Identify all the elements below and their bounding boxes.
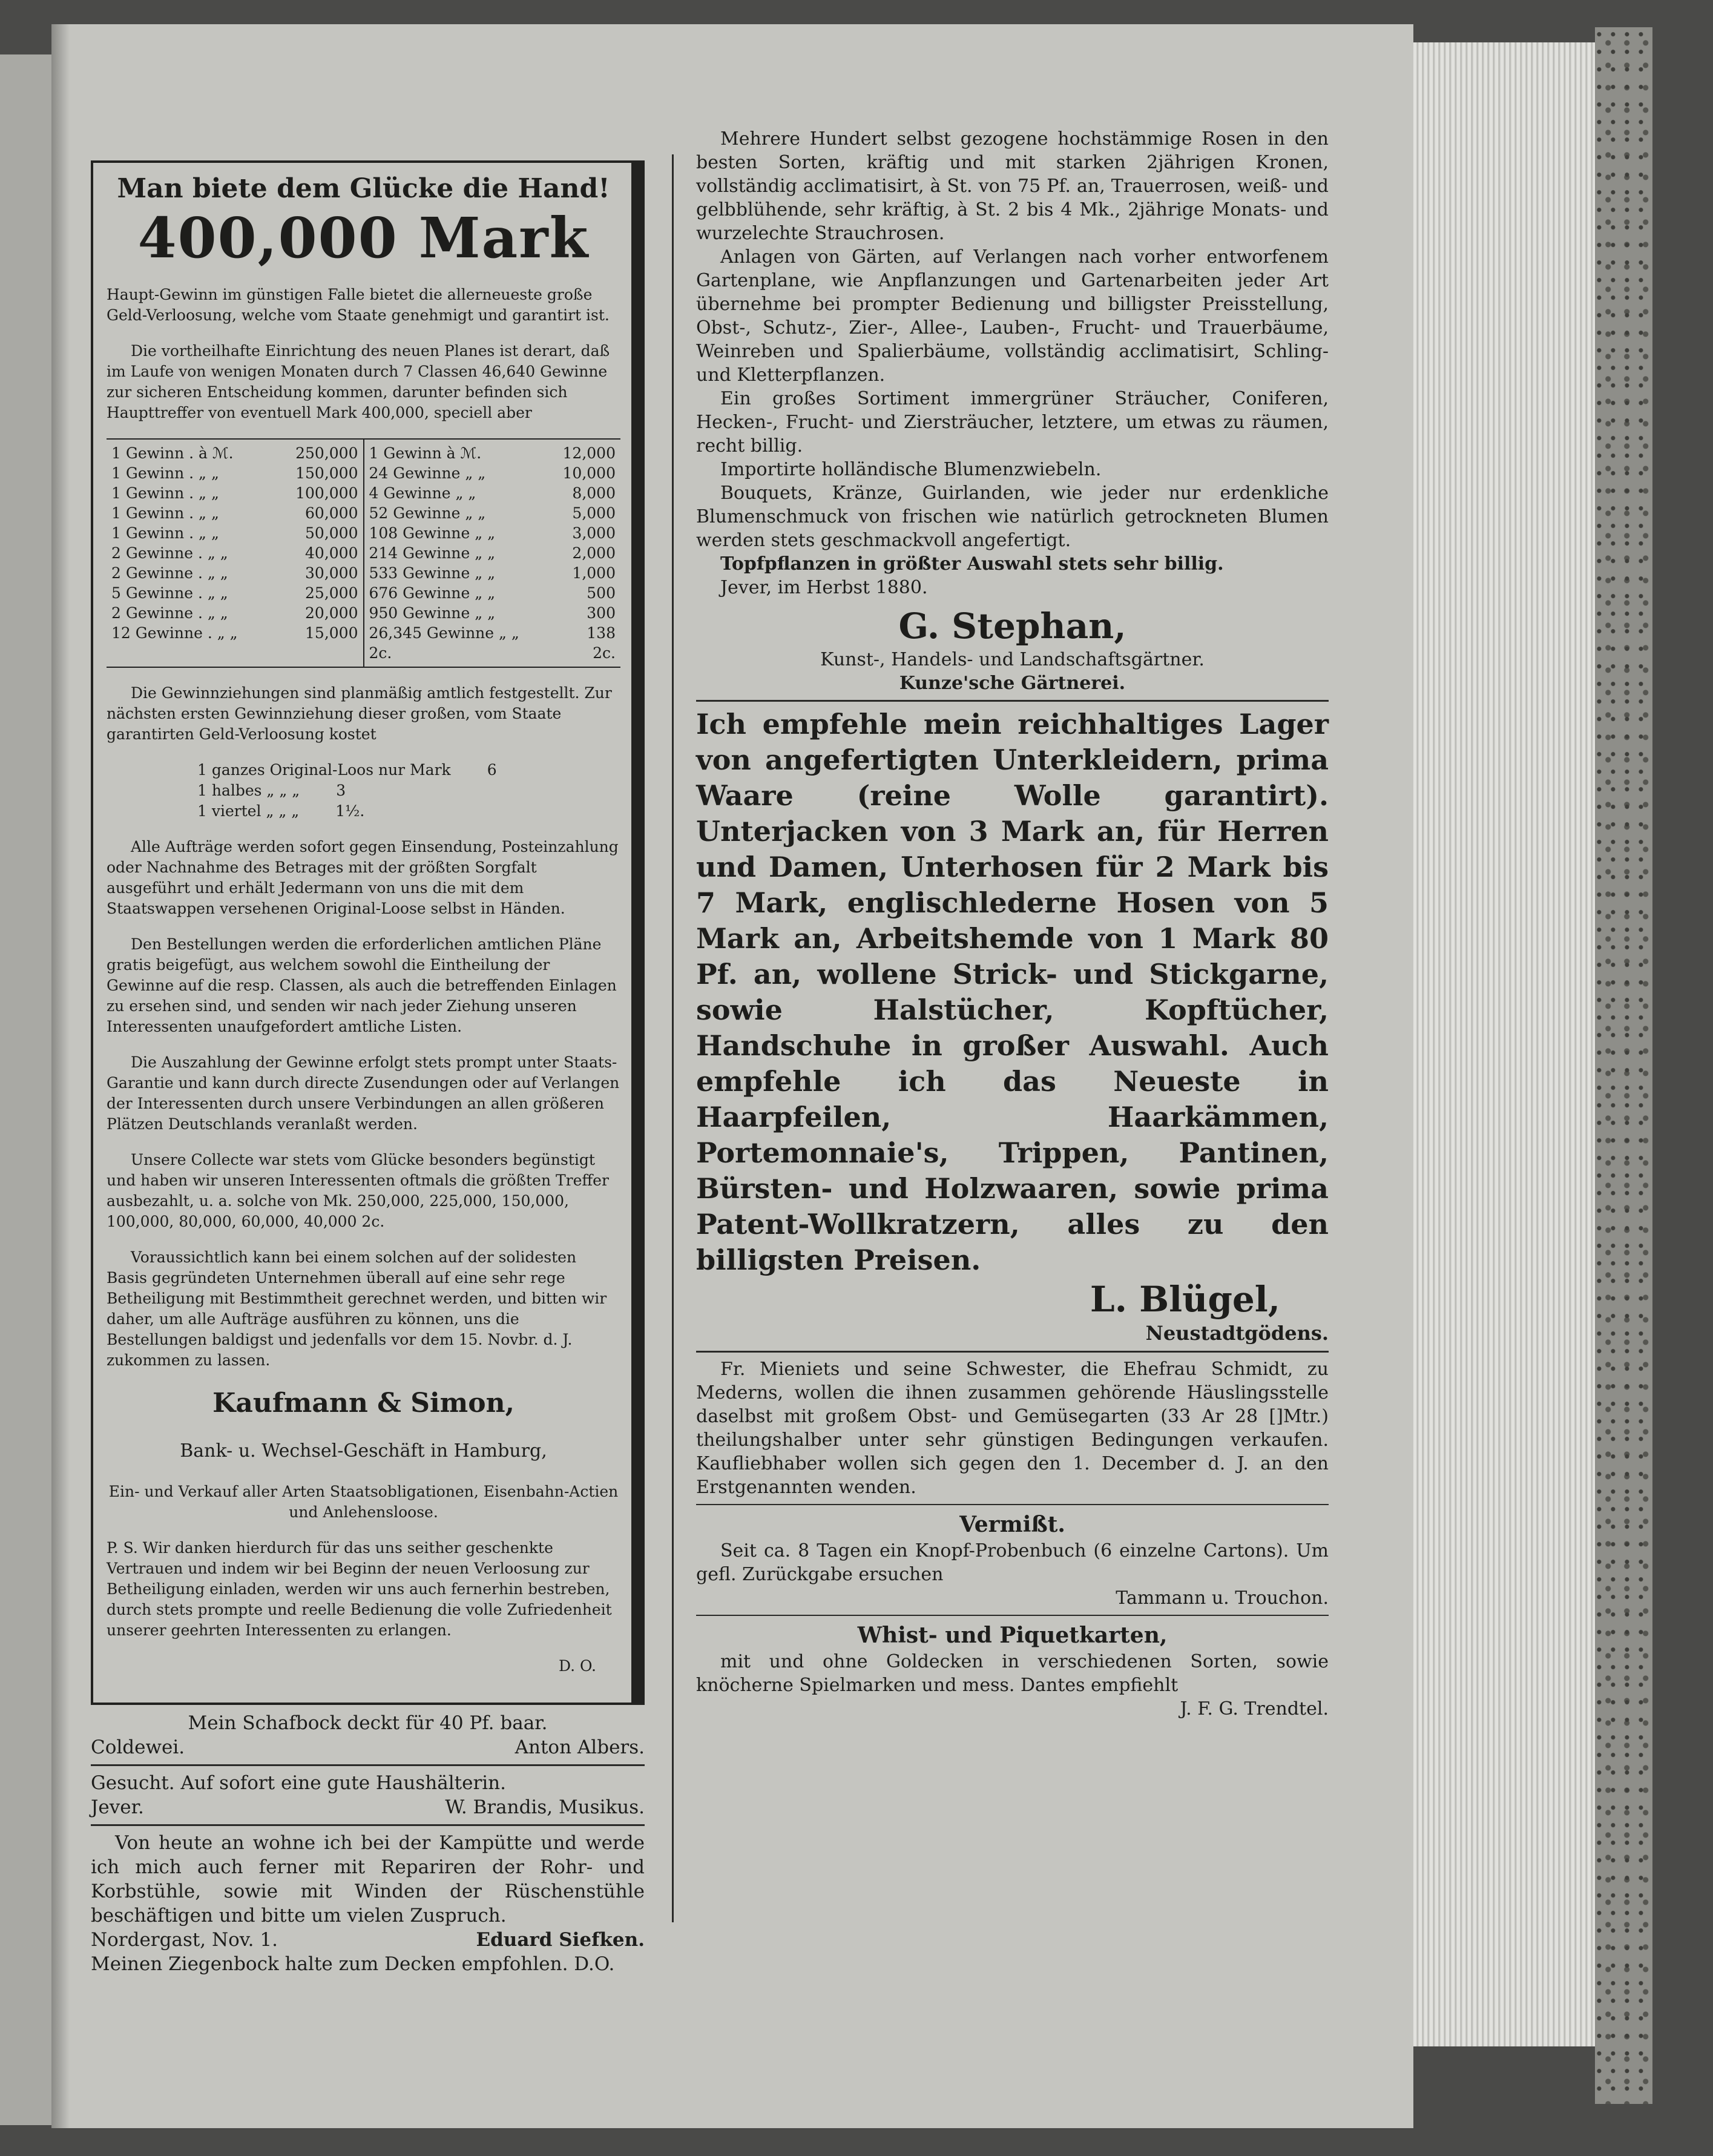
column-divider — [672, 154, 674, 1922]
lottery-payout: Die Auszahlung der Gewinne erfolgt stets prompt unter Staats-Garantie und kann durch directe Zusendungen oder auf Verlangen der Interessenten durch unsere Verbindungen an allen größeren Plätzen Deutschlands veranlaßt werden. — [107, 1053, 620, 1133]
stephan-shrubs: Ein großes Sortiment immergrüner Sträucher, Coniferen, Hecken-, Frucht- und Ziersträucher, letztere, um etwas zu räumen, recht billig. — [696, 388, 1329, 457]
lottery-amount: 400,000 Mark — [137, 205, 590, 271]
book-page-edges — [1413, 42, 1595, 2046]
gesucht-sign: W. Brandis, Musikus. — [445, 1796, 645, 1818]
lottery-foresee: Voraussichtlich kann bei einem solchen auf der solidesten Basis gegründeten Unternehmen überall auf eine sehr rege Betheiligung mit Bestimmtheit gerechnet werden, und bitten wir daher, um alle Aufträge ausführen zu können, uns die Bestellungen baldigst und jedenfalls vor dem 15. Novbr. d. J. zukommen zu lassen. — [107, 1248, 607, 1369]
prize-row: 950 Gewinne „ „ 300 — [369, 604, 616, 622]
lottery-intro: Haupt-Gewinn im günstigen Falle bietet die allerneueste große Geld-Verloosung, welche vom Staate genehmigt und garantirt ist. — [107, 286, 610, 324]
prize-row: 12 Gewinne . „ „ 15,000 — [111, 624, 358, 642]
karten-title: Whist- und Piquetkarten, — [857, 1623, 1168, 1648]
divider — [696, 1504, 1329, 1505]
lottery-plan: Die vortheilhafte Einrichtung des neuen Planes ist derart, daß im Laufe von wenigen Monaten durch 7 Classen 46,640 Gewinne zur sicheren Entscheidung kommen, darunter befinden sich Haupttreffer von eventuell Mark 400,000, speciell aber — [107, 342, 610, 421]
bluegel-place: Neustadtgödens. — [1145, 1322, 1329, 1345]
left-column — [91, 160, 645, 1976]
bluegel-name: L. Blügel, — [1090, 1279, 1280, 1320]
stephan-potplants: Topfpflanzen in größter Auswahl stets sehr billig. — [720, 553, 1224, 575]
prize-row: 2c. 2c. — [369, 644, 616, 662]
price-row: 1 viertel „ „ „ 1½. — [197, 802, 365, 820]
lottery-advertisement — [91, 160, 645, 1705]
schafbock-ad — [91, 1711, 645, 1759]
divider — [696, 1615, 1329, 1616]
prize-row: 52 Gewinne „ „ 5,000 — [369, 504, 616, 522]
siefken-ad — [91, 1831, 645, 1952]
prize-row: 1 Gewinn . „ „ 60,000 — [111, 504, 358, 522]
prize-row: 1 Gewinn . „ „ 50,000 — [111, 524, 358, 542]
schafbock-sign: Anton Albers. — [515, 1736, 645, 1758]
gesucht-ad — [91, 1771, 645, 1819]
price-row: 1 halbes „ „ „ 3 — [197, 782, 346, 799]
stephan-bouquets: Bouquets, Kränze, Guirlanden, wie jeder nur erdenkliche Blumenschmuck von frischen wie natürlich getrockneten Blumen werden stets geschmackvoll angefertigt. — [696, 483, 1329, 551]
prize-row: 26,345 Gewinne „ „ 138 — [369, 624, 616, 642]
lottery-orders: Alle Aufträge werden sofort gegen Einsendung, Posteinzahlung oder Nachnahme des Betrages mit der größten Sorgfalt ausgeführt und erhält Jedermann von uns die mit dem Staatswappen versehenen Original-Loose selbst in Händen. — [107, 838, 619, 917]
lottery-ps-sign: D. O. — [558, 1657, 596, 1675]
prize-row: 1 Gewinn . „ „ 150,000 — [111, 464, 358, 482]
vermisst-title: Vermißt. — [959, 1512, 1065, 1537]
divider — [91, 1824, 645, 1826]
divider — [696, 700, 1329, 702]
schafbock-text: Mein Schafbock deckt für 40 Pf. baar. — [188, 1712, 548, 1734]
karten-sign: J. F. G. Trendtel. — [1180, 1698, 1329, 1719]
lottery-motto: Man biete dem Glücke die Hand! — [117, 173, 610, 204]
prize-row: 1 Gewinn . „ „ 100,000 — [111, 484, 358, 502]
prize-row: 108 Gewinne „ „ 3,000 — [369, 524, 616, 542]
stephan-advertisement — [696, 127, 1329, 695]
ziegenbock-ad: Meinen Ziegenbock halte zum Decken empfohlen. D.O. — [91, 1953, 615, 1975]
lottery-firm-trade: Ein- und Verkauf aller Arten Staatsobligationen, Eisenbahn-Actien und Anlehensloose. — [108, 1483, 619, 1521]
divider — [91, 1764, 645, 1766]
gesucht-place: Jever. — [91, 1796, 144, 1818]
siefken-place: Nordergast, Nov. 1. — [91, 1929, 278, 1951]
prize-row: 2 Gewinne . „ „ 30,000 — [111, 564, 358, 582]
vermisst-sign: Tammann u. Trouchon. — [1116, 1587, 1329, 1609]
prize-row: 214 Gewinne „ „ 2,000 — [369, 544, 616, 562]
price-row: 1 ganzes Original-Loos nur Mark 6 — [197, 761, 497, 779]
lottery-firm-name: Kaufmann & Simon, — [212, 1388, 515, 1419]
previous-page-edge — [0, 54, 51, 2125]
prize-row: 676 Gewinne „ „ 500 — [369, 584, 616, 602]
divider — [696, 1351, 1329, 1353]
mieniets-ad: Fr. Mieniets und seine Schwester, die Ehefrau Schmidt, zu Mederns, wollen die ihnen zusammen gehörende Häuslingsstelle daselbst mit großem Obst- und Gemüsegarten (33 Ar 28 []Mtr.) theilungshalber unter sehr günstigen Bedingungen verkaufen. Kaufliebhaber wollen sich gegen den 1. December d. J. an den Erstgenannten wenden. — [696, 1359, 1329, 1498]
prize-table-right — [363, 440, 621, 667]
stephan-bulbs: Importirte holländische Blumenzwiebeln. — [720, 459, 1102, 480]
lottery-firm-desc: Bank- u. Wechsel-Geschäft in Hamburg, — [180, 1440, 547, 1462]
book-cover — [1595, 27, 1652, 2104]
siefken-sign: Eduard Siefken. — [476, 1929, 645, 1951]
right-column — [696, 127, 1329, 1721]
prize-row: 5 Gewinne . „ „ 25,000 — [111, 584, 358, 602]
siefken-text: Von heute an wohne ich bei der Kampütte und werde ich mich auch ferner mit Repariren der Rohr- und Korbstühle, sowie mit Winden der Rüschenstühle beschäftigen und bitte um vielen Zuspruch. — [91, 1832, 645, 1927]
lottery-draws: Die Gewinnziehungen sind planmäßig amtlich festgestellt. Zur nächsten ersten Gewinnziehung dieser großen, vom Staate garantirten Geld-Verloosung kostet — [107, 684, 612, 743]
schafbock-place: Coldewei. — [91, 1736, 185, 1758]
vermisst-text: Seit ca. 8 Tagen ein Knopf-Probenbuch (6 einzelne Cartons). Um gefl. Zurückgabe ersuchen — [696, 1540, 1329, 1585]
prize-row: 2 Gewinne . „ „ 20,000 — [111, 604, 358, 622]
prize-row: 1 Gewinn à ℳ. 12,000 — [369, 444, 616, 462]
stephan-dateline: Jever, im Herbst 1880. — [720, 577, 928, 598]
bluegel-advertisement — [696, 707, 1329, 1346]
stephan-firm: Kunze'sche Gärtnerei. — [899, 673, 1126, 694]
prize-table — [107, 438, 620, 668]
stephan-roses: Mehrere Hundert selbst gezogene hochstämmige Rosen in den besten Sorten, kräftig und mit starken 2jährigen Kronen, vollständig acclimatisirt, à St. von 75 Pf. an, Trauerrosen, weiß- und gelbblühende, sehr kräftig, à St. 2 bis 4 Mk., 2jährige Monats- und wurzelechte Strauchrosen. — [696, 128, 1329, 244]
gesucht-text: Gesucht. Auf sofort eine gute Haushälterin. — [91, 1772, 506, 1794]
bluegel-text: Ich empfehle mein reichhaltiges Lager von angefertigten Unterkleidern, prima Waare (reine Wolle garantirt). Unterjacken von 3 Mark an, für Herren und Damen, Unterhosen für 2 Mark bis 7 Mark, englischlederne Hosen von 5 Mark an, Arbeitshemde von 1 Mark 80 Pf. an, wollene Strick- und Stickgarne, sowie Halstücher, Kopftücher, Handschuhe in großer Auswahl. Auch empfehle ich das Neueste in Haarpfeilen, Haarkämmen, Portemonnaie's, Trippen, Pantinen, Bürsten- und Holzwaaren, sowie prima Patent-Wollkratzern, alles zu den billigsten Preisen. — [696, 708, 1329, 1276]
karten-text: mit und ohne Goldecken in verschiedenen Sorten, sowie knöcherne Spielmarken und mess. Dantes empfiehlt — [696, 1651, 1329, 1696]
prize-row: 533 Gewinne „ „ 1,000 — [369, 564, 616, 582]
lottery-price-list — [197, 760, 620, 822]
prize-row: 4 Gewinne „ „ 8,000 — [369, 484, 616, 502]
cover-texture — [1595, 27, 1652, 2104]
prize-row: 1 Gewinn . à ℳ. 250,000 — [111, 444, 358, 462]
lottery-postscript: P. S. Wir danken hierdurch für das uns seither geschenkte Vertrauen und indem wir bei Beginn der neuen Verloosung zur Betheiligung einladen, werden wir uns auch fernerhin bestreben, durch stets prompte und reelle Bedienung die volle Zufriedenheit unserer geehrten Interessenten zu erlangen. — [107, 1539, 612, 1639]
karten-ad — [696, 1621, 1329, 1721]
prize-row: 2 Gewinne . „ „ 40,000 — [111, 544, 358, 562]
stephan-gardens: Anlagen von Gärten, auf Verlangen nach vorher entworfenem Gartenplane, wie Anpflanzungen und Gartenarbeiten jeder Art übernehme bei prompter Bedienung und billigster Preisstellung, Obst-, Schutz-, Zier-, Allee-, Lauben-, Frucht- und Trauerbäume, Weinreben und Spalierbäume, vollständig acclimatisirt, Schling- und Kletterpflanzen. — [696, 246, 1329, 386]
gutter-shadow — [51, 24, 70, 2128]
prize-row: 24 Gewinne „ „ 10,000 — [369, 464, 616, 482]
prize-table-left — [107, 440, 363, 667]
stephan-title: Kunst-, Handels- und Landschaftsgärtner. — [820, 649, 1205, 670]
stephan-name: G. Stephan, — [898, 605, 1126, 647]
lottery-luck: Unsere Collecte war stets vom Glücke besonders begünstigt und haben wir unseren Interessenten oftmals die größten Treffer ausbezahlt, u. a. solche von Mk. 250,000, 225,000, 150,000, 100,000, 80,000, 60,000, 40,000 2c. — [107, 1151, 609, 1230]
vermisst-ad — [696, 1510, 1329, 1610]
lottery-plans: Den Bestellungen werden die erforderlichen amtlichen Pläne gratis beigefügt, aus welchem sowohl die Eintheilung der Gewinne auf die resp. Classen, als auch die betreffenden Einlagen zu ersehen sind, und senden wir nach jeder Ziehung unseren Interessenten unaufgefordert amtliche Listen. — [107, 935, 617, 1035]
